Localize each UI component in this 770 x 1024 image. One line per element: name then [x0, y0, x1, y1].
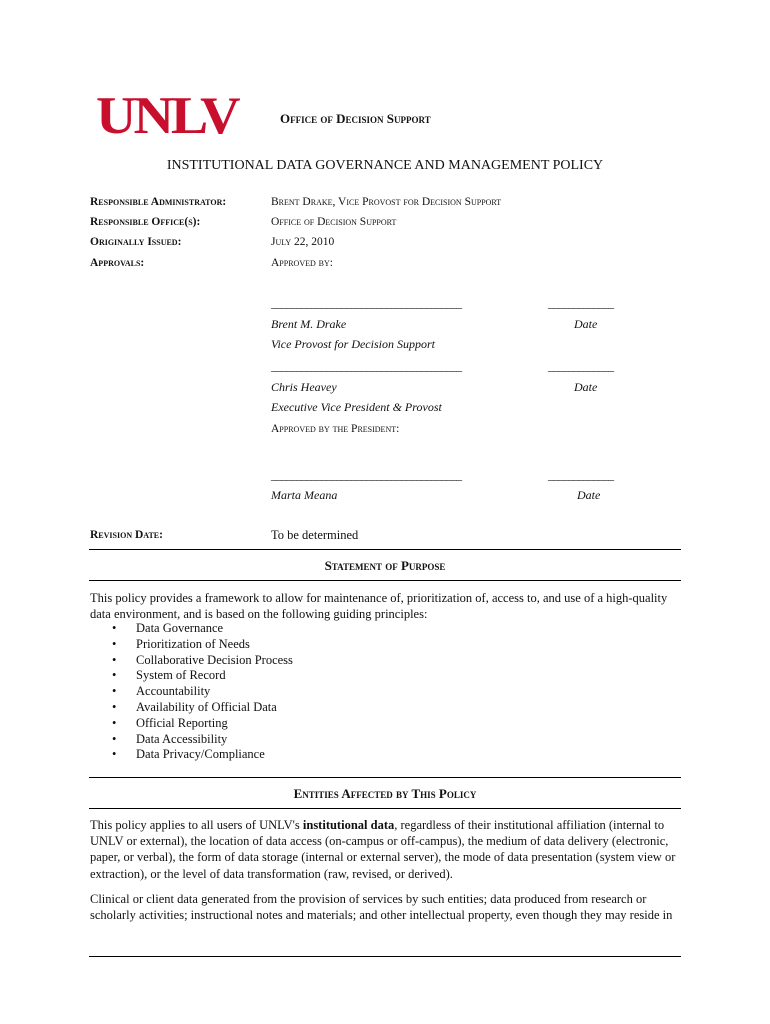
list-item: • Data Accessibility	[110, 732, 293, 748]
responsible-administrator-label: Responsible Administrator:	[90, 196, 227, 208]
signatory-name: Marta Meana	[271, 488, 338, 502]
office-name: Office of Decision Support	[280, 111, 431, 126]
date-line: _____________	[548, 296, 613, 310]
date-label: Date	[574, 317, 598, 331]
signature-line: ______________________________________	[271, 296, 461, 310]
responsible-administrator-value: Brent Drake, Vice Provost for Decision Support	[271, 196, 502, 208]
responsible-offices-label: Responsible Office(s):	[90, 216, 201, 228]
list-item: • Prioritization of Needs	[110, 637, 293, 653]
revision-date-value: To be determined	[271, 528, 359, 542]
divider	[89, 808, 681, 809]
originally-issued-value: July 22, 2010	[271, 236, 335, 248]
approvals-label: Approvals:	[90, 257, 145, 269]
date-line: _____________	[548, 468, 613, 482]
signatory-title: Executive Vice President & Provost	[271, 400, 442, 414]
list-item: • Official Reporting	[110, 716, 293, 732]
date-line: _____________	[548, 359, 613, 373]
entities-text: This policy applies to all users of UNLV's	[90, 818, 303, 832]
page-bottom-rule	[89, 956, 681, 957]
originally-issued-label: Originally Issued:	[90, 236, 182, 248]
list-item: • Data Governance	[110, 621, 293, 637]
revision-date-label: Revision Date:	[90, 529, 163, 541]
unlv-logo: UNLV	[96, 86, 238, 146]
entities-heading: Entities Affected by This Policy	[293, 786, 477, 801]
entities-text: , regardless of their institutional affiliation (internal to UNLV or external), the location of data access (on-campus or off-campus), the medium of data delivery (electronic, paper, or verbal), the form of data storage (internal or external server), the mode of data presentation (system view or extraction), or the level of data transformation (raw, revised, or derived).	[90, 818, 676, 881]
approved-by-label: Approved by:	[271, 257, 333, 269]
signatory-name: Chris Heavey	[271, 380, 337, 394]
signatory-title: Vice Provost for Decision Support	[271, 337, 435, 351]
date-label: Date	[574, 380, 598, 394]
principles-list	[110, 621, 293, 763]
entities-paragraph-2: Clinical or client data generated from the provision of services by such entities; data produced from research or scholarly activities; instructional notes and materials; and other intellectual property, even though they may reside in	[90, 892, 673, 923]
signature-line: ______________________________________	[271, 359, 461, 373]
list-item: • Data Privacy/Compliance	[110, 747, 293, 763]
responsible-offices-value: Office of Decision Support	[271, 216, 397, 228]
list-item: • Collaborative Decision Process	[110, 653, 293, 669]
list-item: • Availability of Official Data	[110, 700, 293, 716]
divider	[89, 777, 681, 778]
date-label: Date	[577, 488, 601, 502]
purpose-heading: Statement of Purpose	[324, 558, 446, 573]
list-item: • Accountability	[110, 684, 293, 700]
policy-title: INSTITUTIONAL DATA GOVERNANCE AND MANAGEMENT POLICY	[166, 158, 604, 173]
approved-by-president-label: Approved by the President:	[271, 423, 400, 435]
signature-line: ______________________________________	[271, 468, 461, 482]
list-item: • System of Record	[110, 668, 293, 684]
divider	[89, 549, 681, 550]
purpose-intro: This policy provides a framework to allow for maintenance of, prioritization of, access to, and use of a high-quality data environment, and is based on the following guiding principles:	[90, 591, 668, 622]
divider	[89, 580, 681, 581]
entities-paragraph-1	[90, 817, 682, 882]
signatory-name: Brent M. Drake	[271, 317, 347, 331]
institutional-data-term: institutional data	[302, 818, 395, 832]
